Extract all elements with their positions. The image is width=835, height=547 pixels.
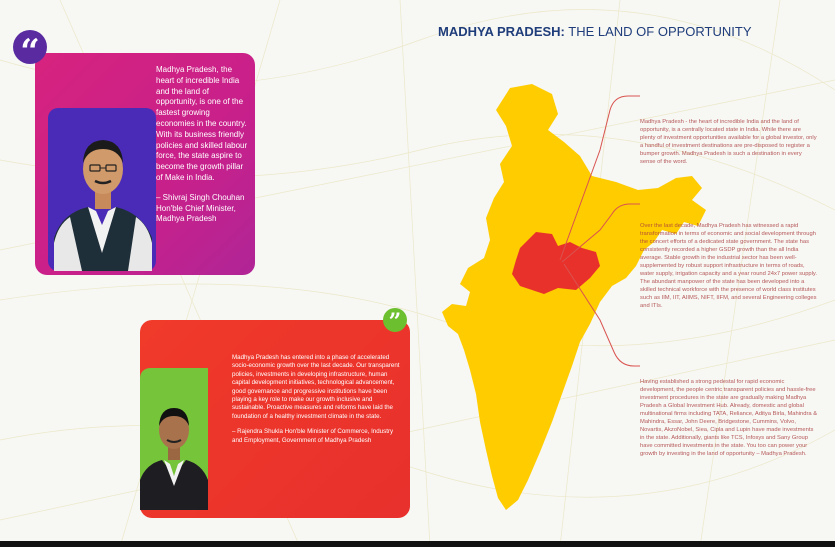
description-block-3: Having established a strong pedestal for rapid economic development, the people centric transparent policies and hassle-free investment procedures in the state are gradually making Madhya Pradesh a Global Investment Hub. Already, domestic and global multinational firms including TATA, Reliance, Aditya Birla, Mahindra & Mahindra, Essar, John Deere, Bridgestone, Cummins, Volvo, Novartis, AkzoNobel, Siea, Cipla and Lupin have made investments in the state. Additionally, giants like TCS, Infosys and Sany Group have committed investments in the state. You too can power your growth by investing in the land of opportunity – Madhya Pradesh. [640,379,818,457]
quote-close-icon: ” [383,308,407,332]
minister-quote-attribution: – Rajendra Shukla Hon'ble Minister of Commerce, Industry and Employment, Government of Madhya Pradesh [232,428,394,444]
minister-quote-text: Madhya Pradesh has entered into a phase of accelerated socio-economic growth over the last decade. Our transparent policies, investments in developing infrastructure, human capital development initiatives, technological advancement, good governance and progressive institutions have been playing a key role to make our growth inclusive and sustainable. Proactive measures and reforms have laid the foundation of a healthy investment climate in the state. [232,354,400,420]
description-block-2: Over the last decade, Madhya Pradesh has witnessed a rapid transformation in terms of economic and social development through the concert efforts of a dedicated state government. The state has consistently recorded a higher GSDP growth than the all India average. Stable growth in the industrial sector has been well-supplemented by robust support infrastructure in terms of roads, water supply, irrigation capacity and a year round 24x7 power supply. The abundant manpower of the state has been developed into a skilled technical workforce with the presence of world class institutes such as IIM, IIT, AIIMS, NIFT, IIFM, and several Engineering colleges and ITIs. [640,223,818,309]
cm-quote-text: Madhya Pradesh, the heart of incredible India and the land of opportunity, is one of the fastest growing economies in the country. With its business friendly policies and skilled labour force, the state aspire to become the growth pillar of Make in India. [156,65,248,182]
description-block-1: Madhya Pradesh - the heart of incredible India and the land of opportunity, is a centrally located state in India. While there are plenty of investment opportunities available for a global investor, only a handful of investment destinations are pre-disposed to register a bumper growth. Madhya Pradesh is such a destination in every sense of the word. [640,119,817,165]
title-bold: MADHYA PRADESH: [438,24,565,39]
title-rest: THE LAND OF OPPORTUNITY [564,24,752,39]
bottom-bar [0,541,835,547]
quote-open-icon: “ [13,30,47,64]
cm-quote-attribution: – Shivraj Singh Chouhan Hon'ble Chief Minister, Madhya Pradesh [156,192,245,224]
